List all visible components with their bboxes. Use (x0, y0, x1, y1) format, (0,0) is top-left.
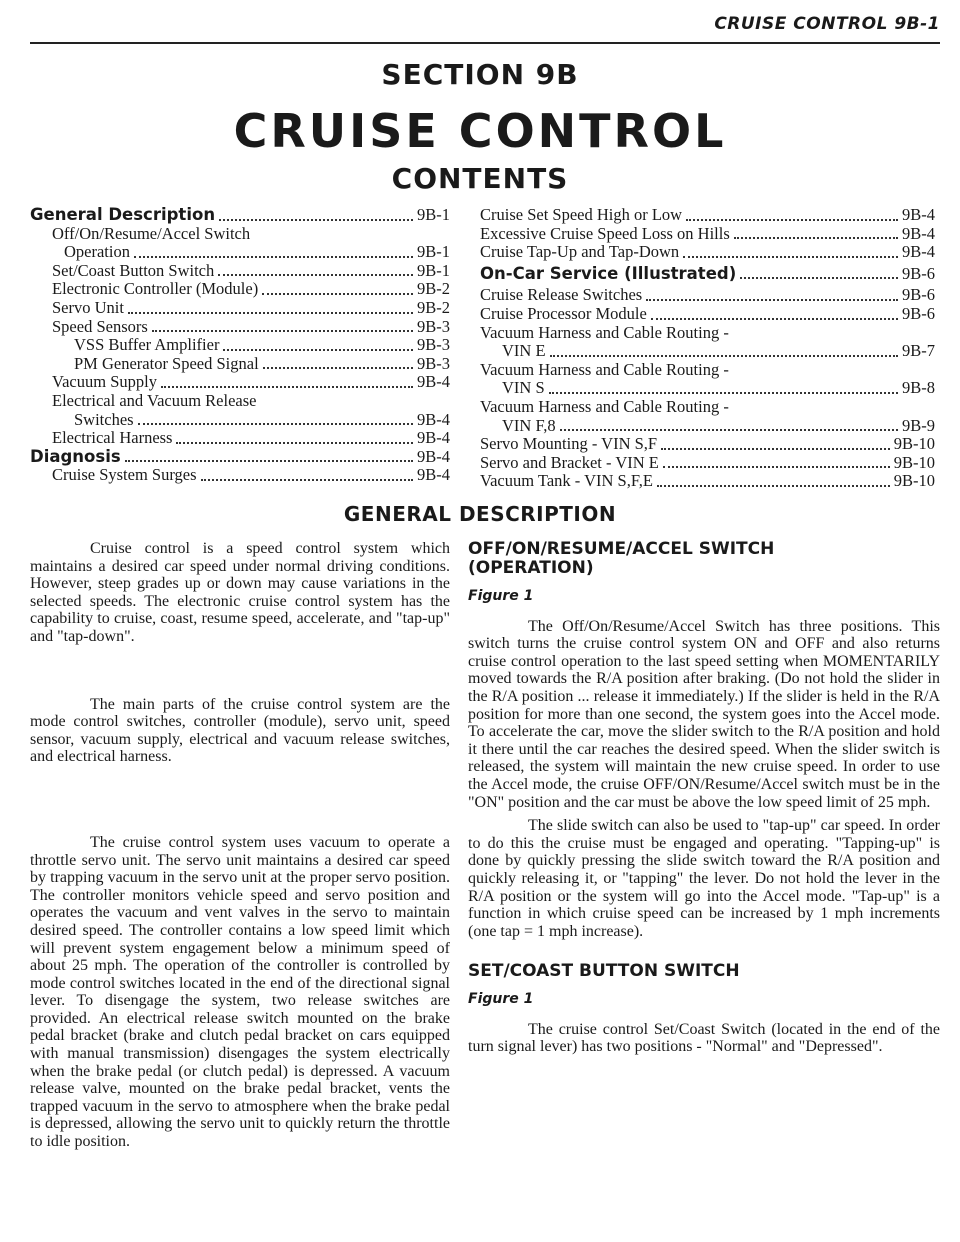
toc-page: 9B-10 (893, 471, 935, 491)
section-heading: (OPERATION) (468, 558, 594, 578)
toc-title: Servo Mounting - VIN S,F (480, 434, 658, 454)
toc-entry[interactable] (30, 448, 450, 467)
toc-title: Cruise Set Speed High or Low (480, 205, 683, 224)
paragraph: Cruise control is a speed control system which maintains a desired car speed under normal driving conditions. However, steep grades up or down may cause variations in the selected speeds. The electronic cruise control system has the capability to cruise, coast, resume speed, accelerate, and "tap-up" and "tap-down". (30, 540, 450, 645)
toc-entry[interactable] (480, 265, 935, 284)
header-rule (30, 42, 940, 44)
toc-entry[interactable] (480, 417, 935, 436)
toc-title: VIN E (502, 341, 546, 361)
toc-page: 9B-4 (902, 223, 935, 243)
toc-title: Excessive Cruise Speed Loss on Hills (480, 223, 730, 243)
toc-page: 9B-4 (417, 428, 450, 448)
toc-title: Diagnosis (30, 446, 121, 466)
paragraph: The cruise control system uses vacuum to operate a throttle servo unit. The servo unit maintains a desired car speed by trapping vacuum in the servo unit at the proper servo position. The controller monitors vehicle speed and servo position and operates the vacuum and vent valves in the servo to maintain desired speed. The controller contains a low speed limit which will prevent system engagement below a minimum speed of about 25 mph. The operation of the controller is controlled by mode control switches located in the end of the directional signal lever. To disengage the system, two release switches are provided. An electrical release switch mounted on the brake pedal bracket (brake and clutch pedal bracket on cars equipped with manual transmission) disengages the system electrically when the brake pedal (or clutch pedal) is depressed. A vacuum release valve, mounted on the brake pedal bracket, vents the trapped vacuum in the servo to atmosphere when the brake pedal is depressed, allowing the servo unit to quickly return the throttle to idle position. (30, 833, 450, 1151)
toc-title: Electronic Controller (Module) (52, 279, 259, 299)
toc-entry[interactable] (30, 336, 450, 355)
toc-entry[interactable] (480, 225, 935, 244)
toc-title: VSS Buffer Amplifier (74, 335, 220, 355)
toc-entry[interactable] (30, 243, 450, 262)
toc-page: 9B-4 (902, 242, 935, 262)
toc-title: Set/Coast Button Switch (52, 260, 215, 280)
paragraph: The slide switch can also be used to "tap-up" car speed. In order to do this the cruise must be engaged and operating. "Tapping-up" is done by quickly pressing the slide switch toward the R/A position and quickly releasing it, or "tapping" the lever. Do not hold the lever in the R/A position or the system will go into the Accel mode. "Tap-up" is a function in which cruise speed can be increased by 1 mph increments (one tap = 1 mph increase). (468, 817, 940, 940)
toc-entry[interactable] (480, 243, 935, 262)
toc-entry[interactable] (30, 318, 450, 337)
toc-page: 9B-2 (417, 297, 450, 317)
figure-reference: Figure 1 (468, 991, 534, 1008)
toc-title: VIN S (502, 378, 545, 398)
toc-entry[interactable] (480, 454, 935, 473)
toc-entry[interactable] (480, 379, 935, 398)
toc-title: General Description (30, 205, 216, 224)
toc-entry[interactable] (480, 342, 935, 361)
section-heading: SET/COAST BUTTON SWITCH (468, 961, 740, 982)
toc-entry[interactable] (30, 280, 450, 299)
toc-title: Cruise Tap-Up and Tap-Down (480, 242, 680, 262)
toc-entry[interactable] (30, 262, 450, 281)
paragraph: The main parts of the cruise control system are the mode control switches, controller (module), servo unit, speed sensor, vacuum supply, electrical and vacuum release switches, and electrical harness. (30, 695, 450, 766)
toc-title: Operation (64, 242, 130, 262)
toc-entry[interactable] (480, 435, 935, 454)
running-header: CRUISE CONTROL 9B-1 (714, 14, 940, 34)
paragraph: The Off/On/Resume/Accel Switch has three positions. This switch turns the cruise control system ON and OFF and also returns cruise control operation to the last speed setting when MOMENTARILY moved towards the R/A position after braking. (Do not hold the slider in the R/A position ... release it immediately.) If the slider is held in the R/A position for more than one second, the system goes into the Accel mode. To accelerate the car, move the slider switch to the R/A position and hold it there until the car reaches the desired speed. When the slider switch is released, the system will maintain the new cruise speed. In order to use the Accel mode, the cruise OFF/ON/Resume/Accel switch must be in the "ON" position and the car must be above the low speed limit of 25 mph. (468, 617, 940, 811)
toc-title: Vacuum Harness and Cable Routing - (480, 322, 729, 342)
toc-entry[interactable] (30, 206, 450, 225)
toc-page: 9B-8 (902, 378, 935, 398)
contents-heading: CONTENTS (391, 162, 569, 195)
section-label: SECTION 9B (381, 58, 579, 91)
toc-title: Speed Sensors (52, 316, 148, 336)
toc-entry[interactable] (480, 472, 935, 491)
toc-entry[interactable] (480, 206, 935, 225)
toc-entry[interactable] (30, 466, 450, 485)
toc-page: 9B-3 (417, 335, 450, 355)
toc-title: Cruise System Surges (52, 465, 197, 485)
toc-page: 9B-3 (417, 316, 450, 336)
toc-page: 9B-6 (902, 285, 935, 305)
toc-entry[interactable] (30, 411, 450, 430)
toc-entry[interactable] (480, 305, 935, 324)
toc-title: PM Generator Speed Signal (74, 353, 259, 373)
toc-title: Vacuum Harness and Cable Routing - (480, 359, 729, 379)
toc-entry[interactable] (30, 373, 450, 392)
toc-page: 9B-7 (902, 341, 935, 361)
toc-page: 9B-10 (893, 452, 935, 472)
toc-title: VIN F,8 (502, 415, 556, 435)
toc-page: 9B-3 (417, 353, 450, 373)
toc-page: 9B-10 (893, 434, 935, 454)
toc-page: 9B-1 (417, 205, 450, 224)
general-description-heading: GENERAL DESCRIPTION (343, 502, 617, 526)
right-column (468, 540, 940, 1056)
toc-entry[interactable] (480, 286, 935, 305)
toc-title: Electrical Harness (52, 428, 173, 448)
toc-page: 9B-2 (417, 279, 450, 299)
section-heading: OFF/ON/RESUME/ACCEL SWITCH (468, 539, 775, 559)
left-column (30, 540, 450, 1151)
toc-entry[interactable] (30, 355, 450, 374)
toc-page: 9B-9 (902, 415, 935, 435)
toc-entry[interactable] (30, 429, 450, 448)
toc-title: Vacuum Tank - VIN S,F,E (480, 471, 653, 491)
toc-title: Electrical and Vacuum Release (52, 390, 257, 410)
toc-title: Servo and Bracket - VIN E (480, 452, 659, 472)
toc-title: Vacuum Supply (52, 372, 157, 392)
toc-page: 9B-1 (417, 242, 450, 262)
toc-page: 9B-4 (417, 409, 450, 429)
toc-entry[interactable] (30, 299, 450, 318)
paragraph: The cruise control Set/Coast Switch (located in the end of the turn signal lever) has two positions - "Normal" and "Depressed". (468, 1020, 940, 1056)
figure-reference: Figure 1 (468, 588, 534, 604)
toc-title: Cruise Processor Module (480, 303, 647, 323)
toc-page: 9B-4 (417, 446, 450, 466)
toc-title: On-Car Service (Illustrated) (480, 263, 737, 283)
toc-title: Off/On/Resume/Accel Switch (52, 223, 251, 243)
toc-title: Cruise Release Switches (480, 285, 643, 305)
toc-page: 9B-6 (902, 303, 935, 323)
toc-page: 9B-4 (902, 205, 935, 224)
toc-left (30, 206, 450, 485)
toc-title: Switches (74, 409, 134, 429)
toc-page: 9B-1 (417, 260, 450, 280)
toc-title: Servo Unit (52, 297, 124, 317)
toc-title: Vacuum Harness and Cable Routing - (480, 396, 729, 416)
toc-page: 9B-4 (417, 465, 450, 485)
toc-page: 9B-6 (902, 263, 935, 283)
page-title: CRUISE CONTROL (233, 104, 727, 158)
toc-page: 9B-4 (417, 372, 450, 392)
toc-right (480, 206, 935, 491)
